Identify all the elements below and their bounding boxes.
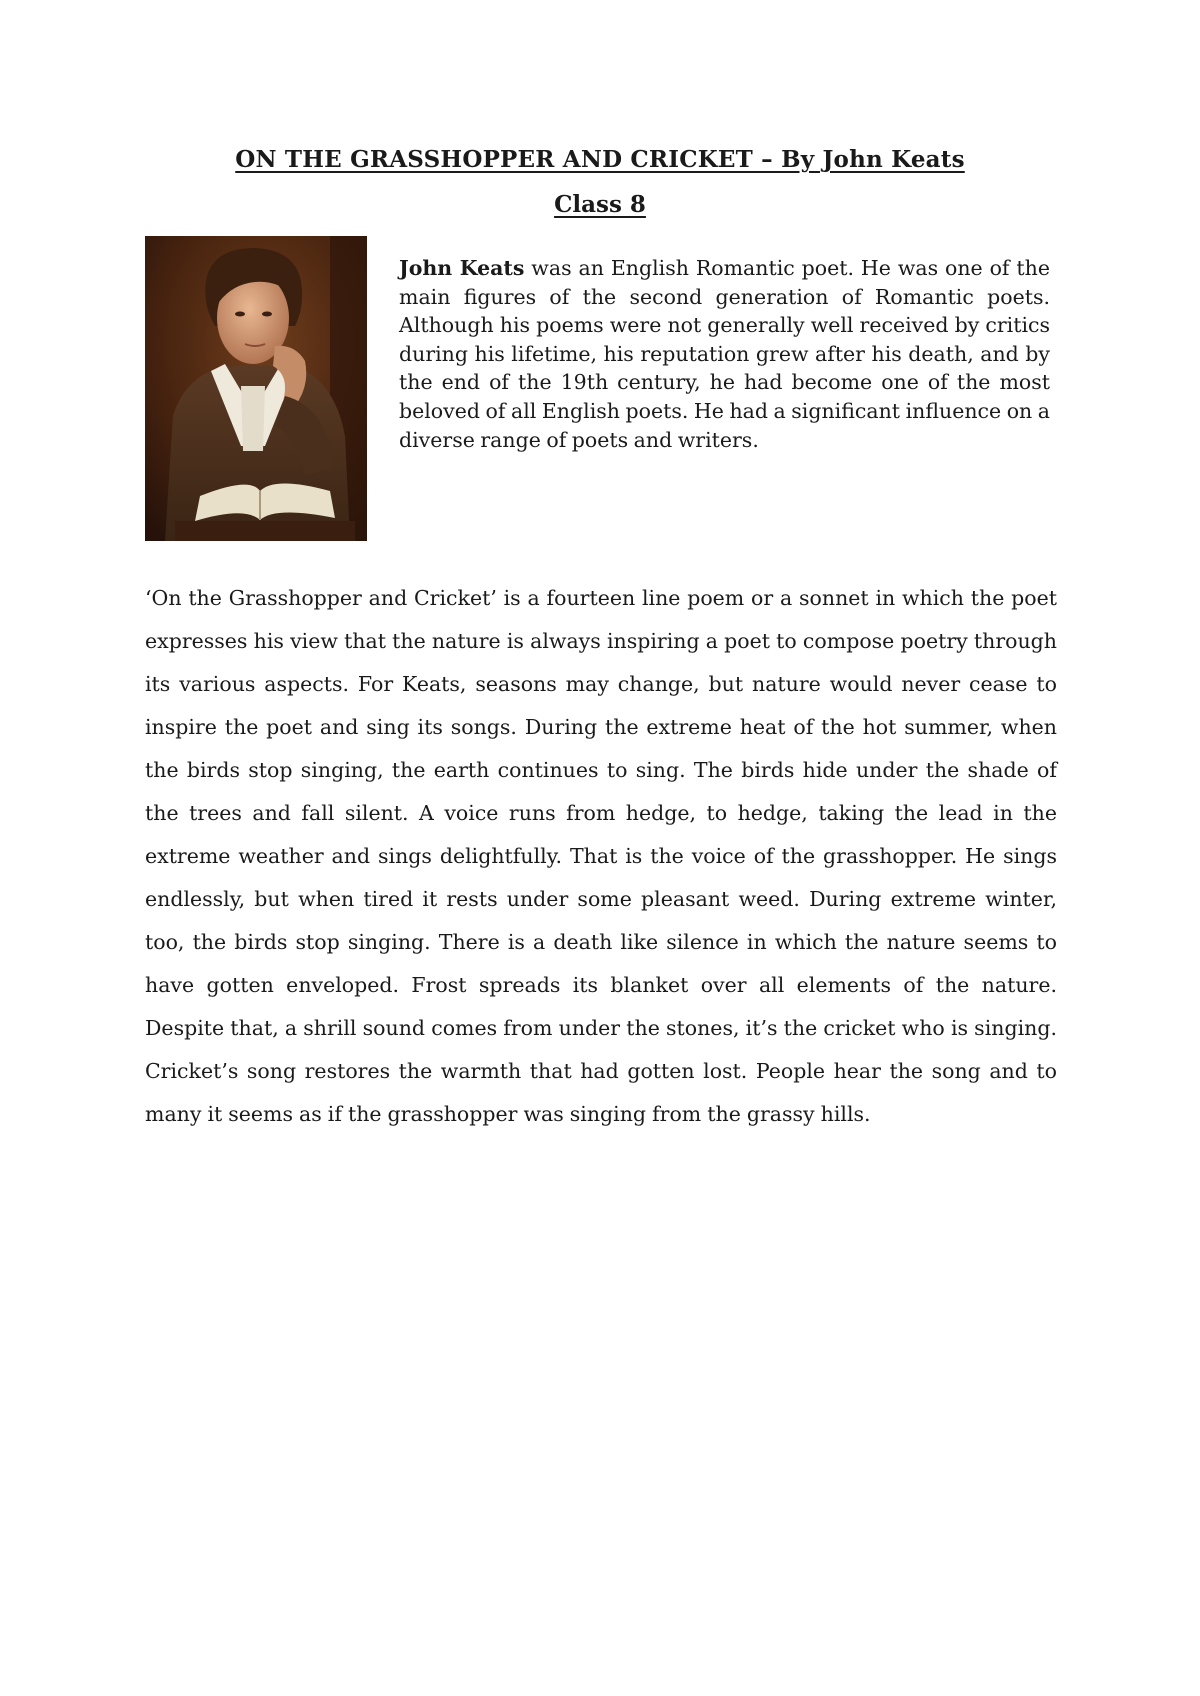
portrait-image [145, 236, 367, 541]
author-name: John Keats [399, 256, 525, 280]
author-bio-text: was an English Romantic poet. He was one of the main figures of the second generation of Romantic poets. Although his poems were not generally well received by critics during his lifetime, his reputation grew after his death, and by the end of the 19th century, he had become one of the most beloved of all English poets. He had a significant influence on a diverse range of poets and writers. [399, 256, 1050, 452]
document-title: ON THE GRASSHOPPER AND CRICKET – By John Keats [235, 146, 965, 173]
poem-summary-paragraph: ‘On the Grasshopper and Cricket’ is a fourteen line poem or a sonnet in which the poet expresses his view that the nature is always inspiring a poet to compose poetry through its various aspects. For Keats, seasons may change, but nature would never cease to inspire the poet and sing its songs. During the extreme heat of the hot summer, when the birds stop singing, the earth continues to sing. The birds hide under the shade of the trees and fall silent. A voice runs from hedge, to hedge, taking the lead in the extreme weather and sings delightfully. That is the voice of the grasshopper. He sings endlessly, but when tired it rests under some pleasant weed. During extreme winter, too, the birds stop singing. There is a death like silence in which the nature seems to have gotten enveloped. Frost spreads its blanket over all elements of the nature. Despite that, a shrill sound comes from under the stones, it’s the cricket who is singing. Cricket’s song restores the warmth that had gotten lost. People hear the song and to many it seems as if the grasshopper was singing from the grassy hills. [145, 586, 1057, 1126]
author-bio [399, 254, 1050, 454]
document-subtitle: Class 8 [554, 191, 646, 218]
